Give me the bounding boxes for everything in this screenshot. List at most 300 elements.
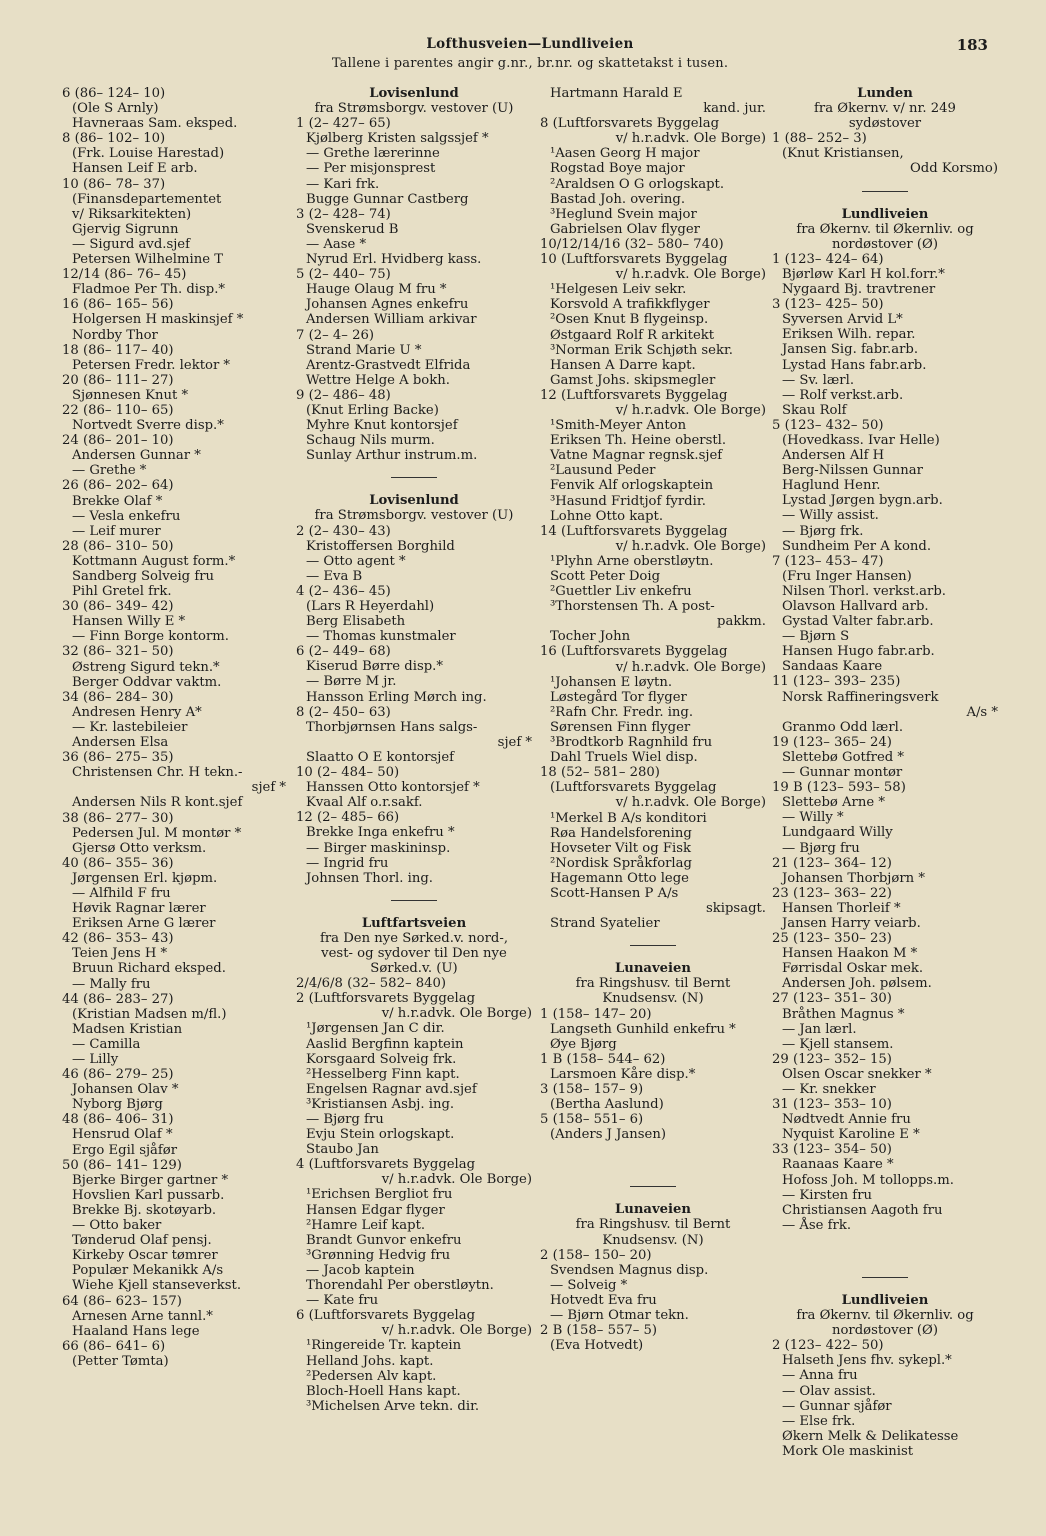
list-item: Syversen Arvid L* xyxy=(782,312,903,328)
list-item: Raanaas Kaare * xyxy=(782,1157,894,1173)
list-item: Helland Johs. kapt. xyxy=(306,1353,434,1369)
list-item: 7 (123– 453– 47) xyxy=(772,553,884,569)
list-item: (Luftforsvarets Byggelag xyxy=(550,780,717,796)
list-item: Halseth Jens fhv. sykepl.* xyxy=(782,1353,952,1369)
list-item: (Bertha Aaslund) xyxy=(550,1097,664,1113)
list-item: Andersen Gunnar * xyxy=(72,448,201,464)
list-item: ¹Erichsen Bergliot fru xyxy=(306,1187,453,1203)
list-item: Pihl Gretel frk. xyxy=(72,584,172,600)
list-item: ³Kristiansen Asbj. ing. xyxy=(306,1096,455,1112)
list-item: 66 (86– 641– 6) xyxy=(62,1338,166,1354)
list-item: Sunlay Arthur instrum.m. xyxy=(306,448,478,464)
list-item: Wiehe Kjell stanseverkst. xyxy=(72,1278,242,1294)
list-item: Langseth Gunhild enkefru * xyxy=(550,1021,736,1037)
list-item: ¹Johansen E løytn. xyxy=(550,674,673,690)
list-item: 1 (158– 147– 20) xyxy=(540,1006,652,1022)
list-item: Sjønnesen Knut * xyxy=(72,387,189,403)
list-item: 2 (123– 422– 50) xyxy=(772,1338,884,1354)
list-item: Gabrielsen Olav flyger xyxy=(550,221,700,237)
list-item: 42 (86– 353– 43) xyxy=(62,931,174,947)
list-item: ¹Smith-Meyer Anton xyxy=(550,418,687,434)
list-item: 31 (123– 353– 10) xyxy=(772,1097,892,1113)
list-item: — Kr. lastebileier xyxy=(72,719,188,735)
divider xyxy=(540,1172,766,1202)
list-item: Tønderud Olaf pensj. xyxy=(72,1233,212,1249)
list-item: — Willy assist. xyxy=(782,508,879,524)
list-item: 26 (86– 202– 64) xyxy=(62,478,174,494)
entry-list xyxy=(540,86,766,931)
list-item: 50 (86– 141– 129) xyxy=(62,1157,182,1173)
list-item: — Eva B xyxy=(306,568,363,584)
list-item: Ergo Egil sjåfør xyxy=(72,1142,178,1158)
list-item: Staubo Jan xyxy=(306,1142,379,1158)
list-item: 2/4/6/8 (32– 582– 840) xyxy=(296,976,447,992)
list-item: Kvaal Alf o.r.sakf. xyxy=(306,795,423,811)
list-item: 20 (86– 111– 27) xyxy=(62,372,174,388)
list-item: 3 (158– 157– 9) xyxy=(540,1082,644,1097)
list-item: ¹Plyhn Arne oberstløytn. xyxy=(550,553,714,569)
page-title: Lofthusveien—Lundliveien xyxy=(426,36,634,52)
list-item: Brekke Olaf * xyxy=(72,493,163,509)
list-item: — Kate fru xyxy=(306,1293,379,1309)
list-item: Nyborg Bjørg xyxy=(72,1097,163,1113)
list-item: Aaslid Bergfinn kaptein xyxy=(306,1036,464,1052)
list-item: A/s * xyxy=(966,704,998,720)
list-item: Andersen Nils R kont.sjef xyxy=(72,795,243,811)
list-item: 8 (86– 102– 10) xyxy=(62,131,166,147)
section-title: Lovisenlund xyxy=(369,493,459,509)
list-item: v/ h.r.advk. Ole Borge) xyxy=(381,1323,532,1339)
list-item: ¹Merkel B A/s konditori xyxy=(550,810,707,826)
list-item: Bruun Richard eksped. xyxy=(72,961,226,977)
list-item: v/ h.r.advk. Ole Borge) xyxy=(615,795,766,811)
list-item: Johnsen Thorl. ing. xyxy=(306,870,433,886)
list-item: Brandt Gunvor enkefru xyxy=(306,1232,462,1248)
list-item: — Ingrid fru xyxy=(306,855,389,871)
section-title: Lunaveien xyxy=(614,961,692,977)
section-title: Lunaveien xyxy=(614,1202,692,1218)
list-item: Vatne Magnar regnsk.sjef xyxy=(550,448,723,464)
list-item: (Ole S Arnly) xyxy=(72,101,159,117)
list-item: 24 (86– 201– 10) xyxy=(62,433,174,449)
list-item: Svenskerud B xyxy=(306,221,399,237)
list-item: Bjerke Birger gartner * xyxy=(72,1172,229,1188)
list-item: — Kari frk. xyxy=(306,176,380,192)
section-description: fra Ringshusv. til Bernt xyxy=(575,976,731,992)
list-item: Nilsen Thorl. verkst.arb. xyxy=(782,583,946,599)
divider xyxy=(296,463,532,493)
list-item: Christiansen Aagoth fru xyxy=(782,1202,943,1218)
list-item: Hansen Edgar flyger xyxy=(306,1202,445,1218)
list-item: — Bjørg fru xyxy=(782,840,860,856)
section-description: fra Økernv. til Økernliv. og xyxy=(796,1308,974,1324)
list-item: Pedersen Jul. M montør * xyxy=(72,825,242,841)
entry-list xyxy=(296,116,532,463)
list-item: Granmo Odd lærl. xyxy=(782,719,904,735)
list-item: kand. jur. xyxy=(703,101,766,117)
section-description: Knudsensv. (N) xyxy=(602,1232,704,1248)
list-item: ²Hesselberg Finn kapt. xyxy=(306,1066,460,1082)
list-item: ³Grønning Hedvig fru xyxy=(306,1247,451,1263)
section-description: Knudsensv. (N) xyxy=(602,991,704,1007)
list-item: 1 (123– 424– 64) xyxy=(772,251,884,267)
list-item: Thorendahl Per oberstløytn. xyxy=(306,1278,494,1294)
list-item: 34 (86– 284– 30) xyxy=(62,689,174,705)
list-item: Thorbjørnsen Hans salgs- xyxy=(306,719,478,735)
list-item: ¹Ringereide Tr. kaptein xyxy=(306,1338,462,1354)
list-item: Arnesen Arne tannl.* xyxy=(72,1308,213,1324)
page-header xyxy=(0,36,1046,76)
list-item: Kristoffersen Borghild xyxy=(306,538,455,554)
section-title: Lunden xyxy=(857,86,913,101)
list-item: Johansen Thorbjørn * xyxy=(782,870,925,886)
list-item: 7 (2– 4– 26) xyxy=(296,327,375,343)
list-item: 10 (Luftforsvarets Byggelag xyxy=(540,252,728,268)
list-item: Hanssen Otto kontorsjef * xyxy=(306,780,480,796)
list-item: Haaland Hans lege xyxy=(72,1323,200,1339)
list-item: — Børre M jr. xyxy=(306,674,397,690)
list-item: pakkm. xyxy=(717,614,766,630)
list-item: Odd Korsmo) xyxy=(910,161,998,177)
list-item: 28 (86– 310– 50) xyxy=(62,538,174,554)
list-item: Dahl Truels Wiel disp. xyxy=(550,750,698,766)
list-item: — Gunnar sjåfør xyxy=(782,1398,892,1414)
list-item: 6 (Luftforsvarets Byggelag xyxy=(296,1308,476,1324)
list-item: Fladmoe Per Th. disp.* xyxy=(72,282,226,298)
section-title: Lovisenlund xyxy=(369,86,459,101)
list-item: ²Nordisk Språkforlag xyxy=(550,855,692,871)
list-item: Hansen Hugo fabr.arb. xyxy=(782,644,935,660)
list-item: Eriksen Arne G lærer xyxy=(72,916,216,932)
list-item: Hansson Erling Mørch ing. xyxy=(306,689,487,705)
list-item: 38 (86– 277– 30) xyxy=(62,810,174,826)
list-item: 12/14 (86– 76– 45) xyxy=(62,267,187,283)
entry-list xyxy=(540,1007,766,1143)
list-item: ²Lausund Peder xyxy=(550,463,656,479)
entry-list xyxy=(772,1338,998,1459)
list-item: — Rolf verkst.arb. xyxy=(782,387,904,403)
list-item: — Jacob kaptein xyxy=(306,1262,415,1278)
section-description: fra Ringshusv. til Bernt xyxy=(575,1217,731,1233)
list-item: Lystad Jørgen bygn.arb. xyxy=(782,493,943,509)
page-subtitle: Tallene i parentes angir g.nr., br.nr. og skattetakst i tusen. xyxy=(331,56,729,71)
list-item: ²Hamre Leif kapt. xyxy=(306,1217,426,1233)
list-item: — Finn Borge kontorm. xyxy=(72,629,229,645)
list-item: Kiserud Børre disp.* xyxy=(306,659,443,675)
list-item: Arentz-Grastvedt Elfrida xyxy=(306,357,471,373)
list-item: skipsagt. xyxy=(706,901,766,917)
list-item: Berg Elisabeth xyxy=(306,614,406,630)
list-item: Hauge Olaug M fru * xyxy=(306,282,447,298)
list-item: 1 (2– 427– 65) xyxy=(296,116,391,132)
list-item: Tocher John xyxy=(550,629,631,645)
list-item: — Lilly xyxy=(72,1052,119,1067)
list-item: v/ h.r.advk. Ole Borge) xyxy=(381,1172,532,1188)
list-item: ³Norman Erik Schjøth sekr. xyxy=(550,342,733,358)
list-item: Løstegård Tor flyger xyxy=(550,689,687,705)
list-item: Strand Syatelier xyxy=(550,916,660,932)
section-description: sydøstover xyxy=(848,116,922,132)
list-item: (Frk. Louise Harestad) xyxy=(72,146,225,162)
list-item: — Grethe lærerinne xyxy=(306,146,440,162)
list-item: (Lars R Heyerdahl) xyxy=(306,599,435,614)
list-item: — Grethe * xyxy=(72,463,147,479)
section-description: fra Strømsborgv. vestover (U) xyxy=(314,508,514,524)
section-description: nordøstover (Ø) xyxy=(832,236,938,252)
list-item: Myhre Knut kontorsjef xyxy=(306,418,458,434)
list-item: Nordby Thor xyxy=(72,327,158,343)
list-item: (Anders J Jansen) xyxy=(550,1127,667,1143)
section-description: fra Den nye Sørked.v. nord-, xyxy=(319,930,509,946)
divider xyxy=(296,886,532,916)
list-item: Havneraas Sam. eksped. xyxy=(72,116,238,132)
divider xyxy=(772,177,998,207)
list-item: Gystad Valter fabr.arb. xyxy=(782,614,934,630)
list-item: Hotvedt Eva fru xyxy=(550,1292,657,1308)
list-item: — Jan lærl. xyxy=(782,1021,857,1037)
list-item: — Otto agent * xyxy=(306,553,406,569)
list-item: Slaatto O E kontorsjef xyxy=(306,749,455,765)
divider xyxy=(540,931,766,961)
list-item: — Alfhild F fru xyxy=(72,885,171,901)
list-item: Kirkeby Oscar tømrer xyxy=(72,1248,218,1264)
list-item: 19 (123– 365– 24) xyxy=(772,734,892,750)
list-item: 18 (52– 581– 280) xyxy=(540,765,660,781)
list-item: Nødtvedt Annie fru xyxy=(782,1112,911,1128)
list-item: Sundheim Per A kond. xyxy=(782,538,932,554)
list-item: Schaug Nils murm. xyxy=(306,433,435,449)
list-item: 5 (123– 432– 50) xyxy=(772,417,884,433)
list-item: sjef * xyxy=(497,734,532,750)
list-item: (Knut Kristiansen, xyxy=(782,146,904,162)
list-item: 5 (2– 440– 75) xyxy=(296,267,391,283)
list-item: Bjørløw Karl H kol.forr.* xyxy=(782,266,945,282)
list-item: Hansen Haakon M * xyxy=(782,946,918,962)
list-item: — Bjørg frk. xyxy=(782,523,864,539)
list-item: Andersen Elsa xyxy=(72,735,169,751)
list-item: Andersen Alf H xyxy=(782,448,885,464)
list-item: Strand Marie U * xyxy=(306,342,422,358)
list-item: 5 (158– 551– 6) xyxy=(540,1112,644,1128)
list-item: 2 B (158– 557– 5) xyxy=(540,1323,658,1339)
list-item: Hofoss Joh. M tollopps.m. xyxy=(782,1172,954,1188)
list-item: 16 (86– 165– 56) xyxy=(62,297,174,313)
list-item: — Åse frk. xyxy=(782,1217,852,1233)
list-item: — Camilla xyxy=(72,1036,141,1052)
list-item: Østreng Sigurd tekn.* xyxy=(72,659,220,675)
entry-list xyxy=(772,131,998,176)
list-item: Hansen Willy E * xyxy=(72,614,186,630)
list-item: 19 B (123– 593– 58) xyxy=(772,780,906,796)
list-item: — Bjørn Otmar tekn. xyxy=(550,1308,689,1324)
list-item: v/ h.r.advk. Ole Borge) xyxy=(615,267,766,283)
list-item: 6 (86– 124– 10) xyxy=(62,86,166,101)
list-item: 1 B (158– 544– 62) xyxy=(540,1051,666,1067)
list-item: Økern Melk & Delikatesse xyxy=(782,1428,959,1444)
list-item: (Kristian Madsen m/fl.) xyxy=(72,1006,227,1022)
list-item: Svendsen Magnus disp. xyxy=(550,1262,709,1278)
list-item: — Mally fru xyxy=(72,976,151,992)
list-item: (Knut Erling Backe) xyxy=(306,402,439,418)
list-item: Korsvold A trafikkflyger xyxy=(550,297,710,313)
list-item: 10 (2– 484– 50) xyxy=(296,765,400,781)
list-item: ³Brodtkorb Ragnhild fru xyxy=(550,735,713,751)
section-description: Sørked.v. (U) xyxy=(370,961,458,977)
list-item: 36 (86– 275– 35) xyxy=(62,750,174,766)
list-item: Lystad Hans fabr.arb. xyxy=(782,357,927,373)
list-item: Førrisdal Oskar mek. xyxy=(782,961,924,977)
list-item: 23 (123– 363– 22) xyxy=(772,885,892,901)
list-item: v/ h.r.advk. Ole Borge) xyxy=(615,659,766,675)
list-item: Brekke Inga enkefru * xyxy=(306,825,455,841)
list-item: 40 (86– 355– 36) xyxy=(62,855,174,871)
list-item: Andresen Henry A* xyxy=(72,704,202,720)
list-item: — Bjørn S xyxy=(782,629,850,645)
list-item: Eriksen Wilh. repar. xyxy=(782,327,916,343)
list-item: — Kr. snekker xyxy=(782,1082,876,1097)
list-item: Andersen William arkivar xyxy=(306,312,477,328)
list-item: Scott-Hansen P A/s xyxy=(550,885,679,901)
list-item: (Fru Inger Hansen) xyxy=(782,568,912,584)
list-item: Bastad Joh. overing. xyxy=(550,191,686,207)
list-item: ³Heglund Svein major xyxy=(550,206,697,222)
list-item: ³Hasund Fridtjof fyrdir. xyxy=(550,493,706,509)
list-item: v/ h.r.advk. Ole Borge) xyxy=(615,131,766,147)
list-item: Engelsen Ragnar avd.sjef xyxy=(306,1081,477,1097)
list-item: Nyquist Karoline E * xyxy=(782,1127,920,1143)
list-item: — Sv. lærl. xyxy=(782,372,855,388)
list-item: Andersen Joh. pølsem. xyxy=(782,976,932,992)
list-item: Slettebø Arne * xyxy=(782,795,885,811)
list-item: ²Rafn Chr. Fredr. ing. xyxy=(550,704,694,720)
list-item: 64 (86– 623– 157) xyxy=(62,1293,182,1309)
list-item: 27 (123– 351– 30) xyxy=(772,991,892,1007)
section-title: Lundliveien xyxy=(841,206,929,222)
list-item: Wettre Helge A bokh. xyxy=(306,372,450,388)
list-item: ²Guettler Liv enkefru xyxy=(550,584,692,600)
section-title: Lundliveien xyxy=(841,1292,929,1308)
list-item: — Per misjonsprest xyxy=(306,161,436,177)
list-item: Sandberg Solveig fru xyxy=(72,569,214,584)
list-item: ³Thorstensen Th. A post- xyxy=(550,599,715,615)
list-item: Hansen Leif E arb. xyxy=(72,161,198,177)
list-item: Eriksen Th. Heine oberstl. xyxy=(550,433,727,449)
entry-list xyxy=(296,976,532,1414)
list-item: 16 (Luftforsvarets Byggelag xyxy=(540,644,728,660)
list-item: Bråthen Magnus * xyxy=(782,1006,905,1022)
list-item: Røa Handelsforening xyxy=(550,825,692,841)
list-item: — Leif murer xyxy=(72,523,161,539)
entry-list xyxy=(772,252,998,1233)
list-item: 10/12/14/16 (32– 580– 740) xyxy=(540,236,724,252)
list-item: Madsen Kristian xyxy=(72,1021,183,1037)
list-item: Hovseter Vilt og Fisk xyxy=(550,840,691,856)
list-item: Brekke Bj. skotøyarb. xyxy=(72,1202,217,1218)
divider xyxy=(772,1263,998,1293)
list-item: Hovslien Karl pussarb. xyxy=(72,1187,225,1203)
column-4 xyxy=(772,86,998,1459)
list-item: — Vesla enkefru xyxy=(72,508,181,524)
list-item: 11 (123– 393– 235) xyxy=(772,674,901,690)
list-item: 8 (Luftforsvarets Byggelag xyxy=(540,116,720,132)
section-description: nordøstover (Ø) xyxy=(832,1323,938,1339)
list-item: Nortvedt Sverre disp.* xyxy=(72,418,224,434)
list-item: (Hovedkass. Ivar Helle) xyxy=(782,432,940,448)
list-item: Populær Mekanikk A/s xyxy=(72,1263,224,1279)
list-item: ¹Aasen Georg H major xyxy=(550,146,700,162)
list-item: — Gunnar montør xyxy=(782,765,903,781)
list-item: 44 (86– 283– 27) xyxy=(62,991,174,1007)
list-item: v/ Riksarkitekten) xyxy=(72,206,192,222)
list-item: 8 (2– 450– 63) xyxy=(296,704,391,720)
list-item: Teien Jens H * xyxy=(72,946,168,962)
list-item: Nyrud Erl. Hvidberg kass. xyxy=(306,252,482,268)
list-item: Larsmoen Kåre disp.* xyxy=(550,1066,696,1082)
list-item: 48 (86– 406– 31) xyxy=(62,1112,174,1128)
list-item: 25 (123– 350– 23) xyxy=(772,931,892,947)
list-item: Sørensen Finn flyger xyxy=(550,719,691,735)
list-item: Lohne Otto kapt. xyxy=(550,508,664,524)
list-item: — Aase * xyxy=(306,236,367,252)
list-item: Fenvik Alf orlogskaptein xyxy=(550,478,714,494)
list-item: — Sigurd avd.sjef xyxy=(72,236,190,252)
list-item: Christensen Chr. H tekn.- xyxy=(72,765,243,781)
list-item: Evju Stein orlogskapt. xyxy=(306,1127,455,1143)
section-description: fra Økernv. til Økernliv. og xyxy=(796,221,974,237)
list-item: ³Michelsen Arve tekn. dir. xyxy=(306,1398,480,1414)
entry-list xyxy=(296,524,532,886)
list-item: v/ h.r.advk. Ole Borge) xyxy=(615,402,766,418)
list-item: Petersen Wilhelmine T xyxy=(72,252,224,268)
list-item: sjef * xyxy=(251,780,286,796)
list-item: 46 (86– 279– 25) xyxy=(62,1067,174,1083)
list-item: 10 (86– 78– 37) xyxy=(62,176,166,192)
list-item: 3 (123– 425– 50) xyxy=(772,297,884,313)
list-item: 1 (88– 252– 3) xyxy=(772,131,867,147)
section-description: fra Økernv. v/ nr. 249 xyxy=(814,101,956,117)
list-item: Johansen Agnes enkefru xyxy=(306,297,469,313)
list-item: Rogstad Boye major xyxy=(550,161,685,177)
list-item: — Bjørg fru xyxy=(306,1112,384,1127)
list-item: Olsen Oscar snekker * xyxy=(782,1066,932,1082)
list-item: 2 (2– 430– 43) xyxy=(296,523,391,539)
list-item: 18 (86– 117– 40) xyxy=(62,342,174,358)
list-item: Gjervig Sigrunn xyxy=(72,221,179,237)
list-item: ¹Jørgensen Jan C dir. xyxy=(306,1021,445,1037)
list-item: Lundgaard Willy xyxy=(782,825,893,841)
list-item: Kjølberg Kristen salgssjef * xyxy=(306,131,489,147)
list-item: Petersen Fredr. lektor * xyxy=(72,357,231,373)
list-item: (Petter Tømta) xyxy=(72,1353,169,1369)
list-item: — Otto baker xyxy=(72,1218,162,1234)
column-3 xyxy=(540,86,766,1353)
list-item: Mork Ole maskinist xyxy=(782,1443,914,1459)
list-item: — Kirsten fru xyxy=(782,1187,872,1203)
list-item: Johansen Olav * xyxy=(72,1082,179,1098)
list-item: Scott Peter Doig xyxy=(550,569,661,584)
list-item: — Anna fru xyxy=(782,1368,858,1384)
list-item: Høvik Ragnar lærer xyxy=(72,901,206,917)
list-item: Bloch-Hoell Hans kapt. xyxy=(306,1383,461,1399)
list-item: Korsgaard Solveig frk. xyxy=(306,1051,457,1067)
list-item: 12 (2– 485– 66) xyxy=(296,810,400,826)
list-item: 32 (86– 321– 50) xyxy=(62,644,174,660)
list-item: 2 (Luftforsvarets Byggelag xyxy=(296,991,476,1007)
list-item: — Thomas kunstmaler xyxy=(306,629,456,645)
list-item: Gjersø Otto verksm. xyxy=(72,840,207,856)
list-item: — Birger maskininsp. xyxy=(306,840,451,856)
list-item: ¹Helgesen Leiv sekr. xyxy=(550,282,687,298)
